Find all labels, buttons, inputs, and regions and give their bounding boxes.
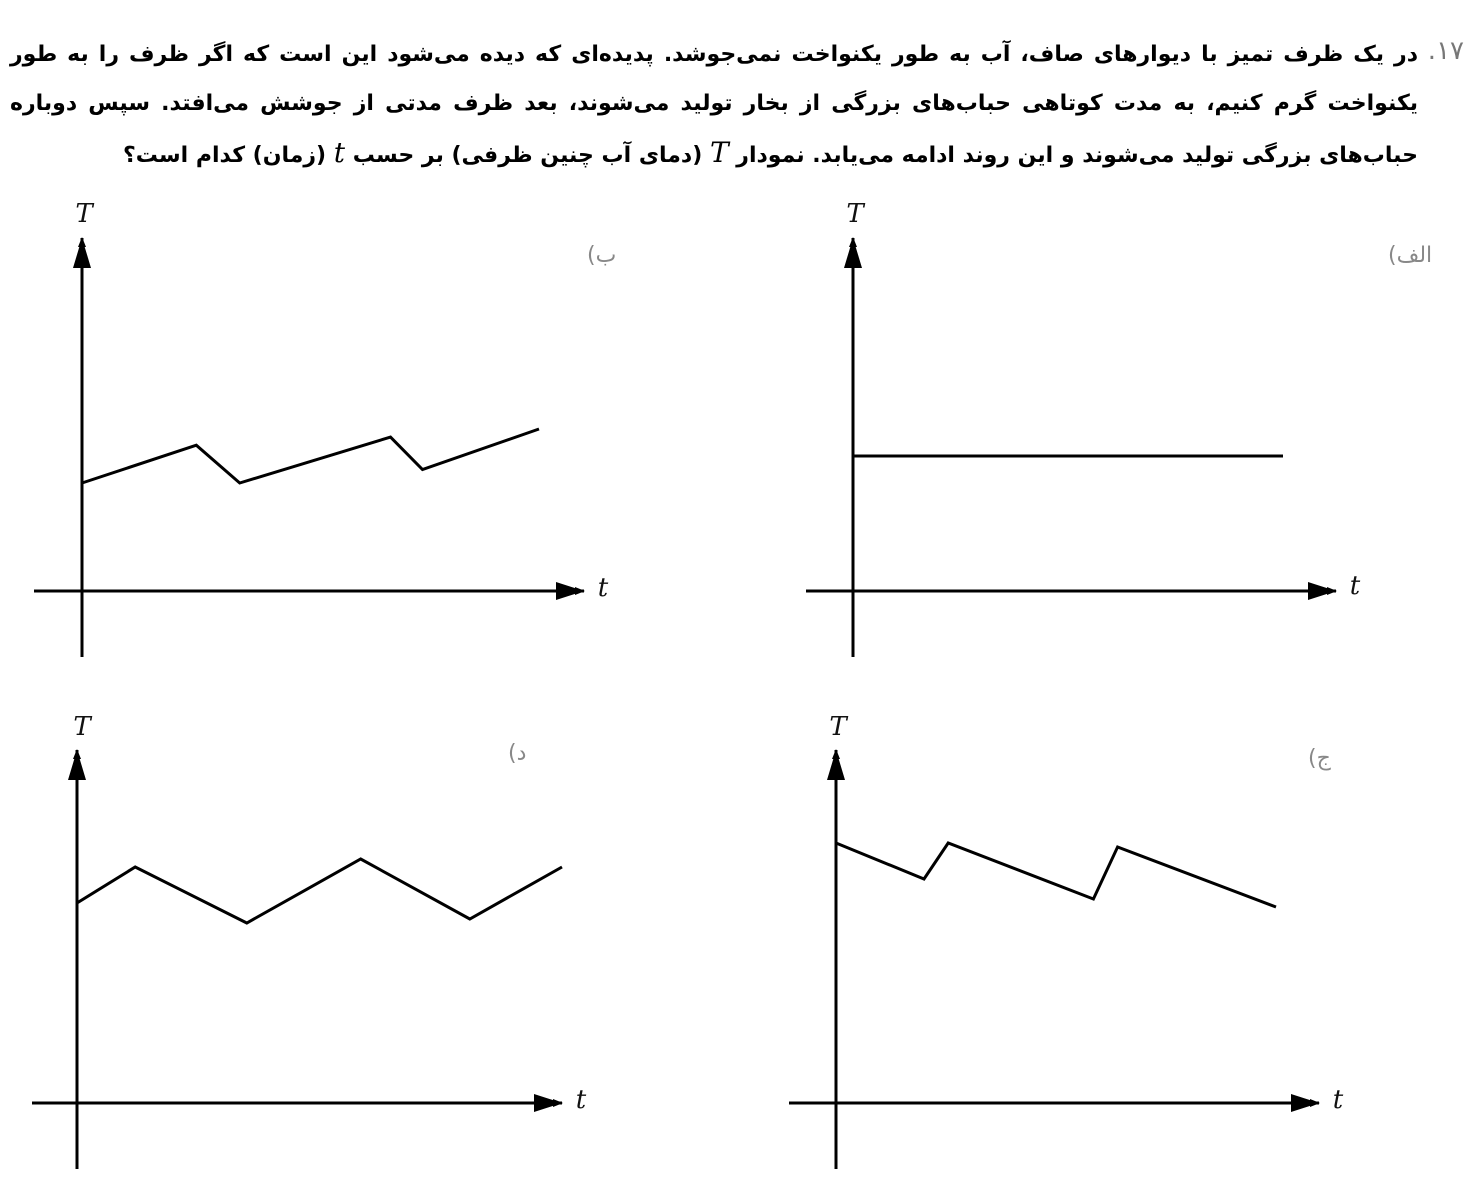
question-number-text: ۱۷ — [1436, 36, 1464, 66]
symbol-T: T — [709, 136, 729, 169]
temperature-series-line — [82, 429, 539, 483]
option-label: د) — [508, 741, 527, 766]
x-axis-label: t — [597, 573, 609, 603]
x-axis-arrowhead — [1291, 1094, 1319, 1112]
question-text-part-1: در یک ظرف تمیز با دیوارهای صاف، آب به طور یکنواخت نمی‌جوشد. پدیده‌ای که دیده می‌شود این است که اگر ظرف را به طور یکنواخت گرم کنیم، به مدت کوتاهی حباب‌های بزرگی از بخار تولید می‌شوند، بعد ظرف مدتی از جوشش می‌افتد. سپس دوباره حباب‌های بزرگی تولید می‌شوند و این روند ادامه می‌یابد. نمودار — [10, 42, 1418, 168]
symbol-t: t — [333, 136, 346, 169]
temperature-series-line — [77, 859, 562, 923]
option-label: ج) — [1308, 746, 1331, 771]
temperature-series-line — [836, 843, 1276, 907]
x-axis-arrowhead — [534, 1094, 562, 1112]
x-axis-arrowhead — [556, 582, 584, 600]
question-number: ۱۷. — [1427, 36, 1464, 66]
y-axis-label: T — [846, 199, 864, 229]
x-axis-label: t — [1349, 571, 1361, 601]
option-dal-chart — [32, 712, 587, 1169]
y-axis-arrowhead — [73, 238, 91, 268]
y-axis-arrowhead — [844, 238, 862, 268]
question-text-part-3: (زمان) کدام است؟ — [122, 143, 327, 168]
y-axis-label: T — [829, 712, 847, 742]
option-be-chart — [34, 199, 616, 657]
x-axis-label: t — [575, 1085, 587, 1115]
x-axis-arrowhead — [1308, 582, 1336, 600]
option-alef-chart — [806, 199, 1432, 657]
y-axis-label: T — [73, 712, 91, 742]
question-text-part-2: (دمای آب چنین ظرفی) بر حسب — [352, 143, 703, 168]
option-label: الف) — [1388, 243, 1433, 268]
y-axis-arrowhead — [68, 750, 86, 780]
option-jim-chart — [789, 712, 1344, 1169]
y-axis-arrowhead — [827, 750, 845, 780]
y-axis-label: T — [75, 199, 93, 229]
x-axis-label: t — [1332, 1085, 1344, 1115]
option-label: ب) — [587, 243, 617, 268]
